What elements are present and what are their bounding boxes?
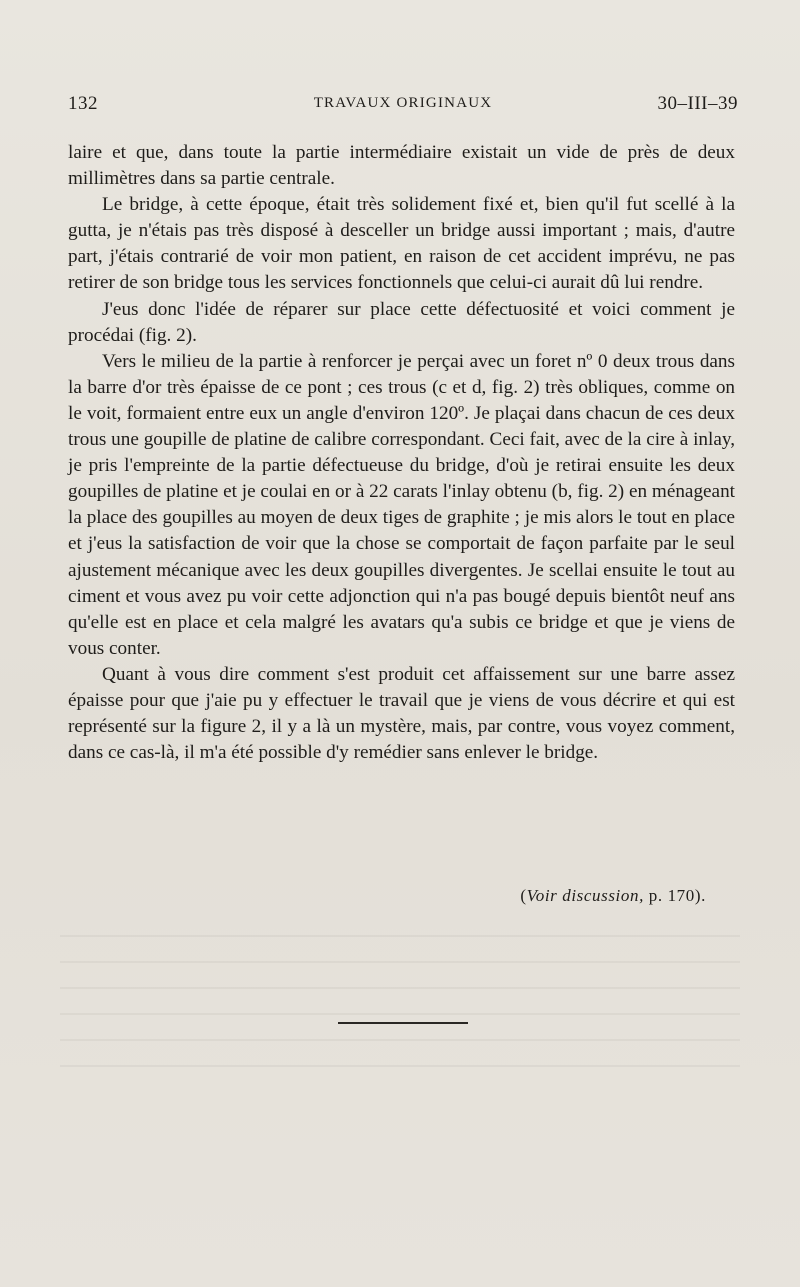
paragraph: Quant à vous dire comment s'est produit cet affaissement sur une barre assez épaisse pour que j'aie pu y effectuer le travail que je viens de vous décrire et qui est représenté sur la figure 2, il y a là un mystère, mais, par contre, vous voyez comment, dans ce cas-là, il m'a été possible d'y remédier sans enlever le bridge. [68, 663, 735, 764]
paragraph: J'eus donc l'idée de réparer sur place cette défectuosité et voici comment je procédai (fig. 2). [68, 298, 735, 346]
reference-open: ( [520, 886, 527, 905]
section-divider [338, 1022, 468, 1024]
paragraph: Vers le milieu de la partie à renforcer je perçai avec un foret nº 0 deux trous dans la barre d'or très épaisse de ce pont ; ces trous (c et d, fig. 2) très obliques, comme on le voit, formaient entre eux un angle d'environ 120º. Je plaçai dans chacun de ces deux trous une goupille de platine de calibre correspondant. Ceci fait, avec de la cire à inlay, je pris l'empreinte de la partie défectueuse du bridge, d'où je retirai ensuite les deux goupilles de platine et je coulai en or à 22 carats l'inlay obtenu (b, fig. 2) en ménageant la place des goupilles au moyen de deux tiges de graphite ; je mis alors le tout en place et j'eus la satisfaction de voir que la chose se comportait de façon parfaite par le seul ajustement mécanique avec les deux goupilles divergentes. Je scellai ensuite le tout au ciment et vous avez pu voir cette adjonction qui n'a pas bougé depuis bientôt neuf ans qu'elle est en place et cela malgré les avatars qu'a subis ce bridge et que je viens de vous conter. [68, 350, 735, 659]
paragraph: Le bridge, à cette époque, était très solidement fixé et, bien qu'il fut scellé à la gutta, je n'étais pas très disposé à desceller un bridge aussi important ; mais, d'autre part, j'étais contrarié de voir mon patient, en raison de cet accident imprévu, ne pas retirer de son bridge tous les services fonctionnels que celui-ci aurait dû lui rendre. [68, 194, 735, 294]
discussion-reference [520, 886, 706, 906]
session-date: 30–III–39 [657, 93, 738, 114]
page-number: 132 [68, 93, 98, 114]
reference-page: p. 170). [643, 886, 706, 905]
running-title: TRAVAUX ORIGINAUX [313, 95, 493, 111]
body-text [68, 140, 735, 766]
page-header [68, 93, 738, 123]
show-through-texture [60, 935, 740, 1085]
paragraph-continued: laire et que, dans toute la partie intermédiaire existait un vide de près de deux millimètres dans sa partie centrale. [68, 142, 735, 190]
reference-label: Voir discussion, [526, 886, 644, 905]
